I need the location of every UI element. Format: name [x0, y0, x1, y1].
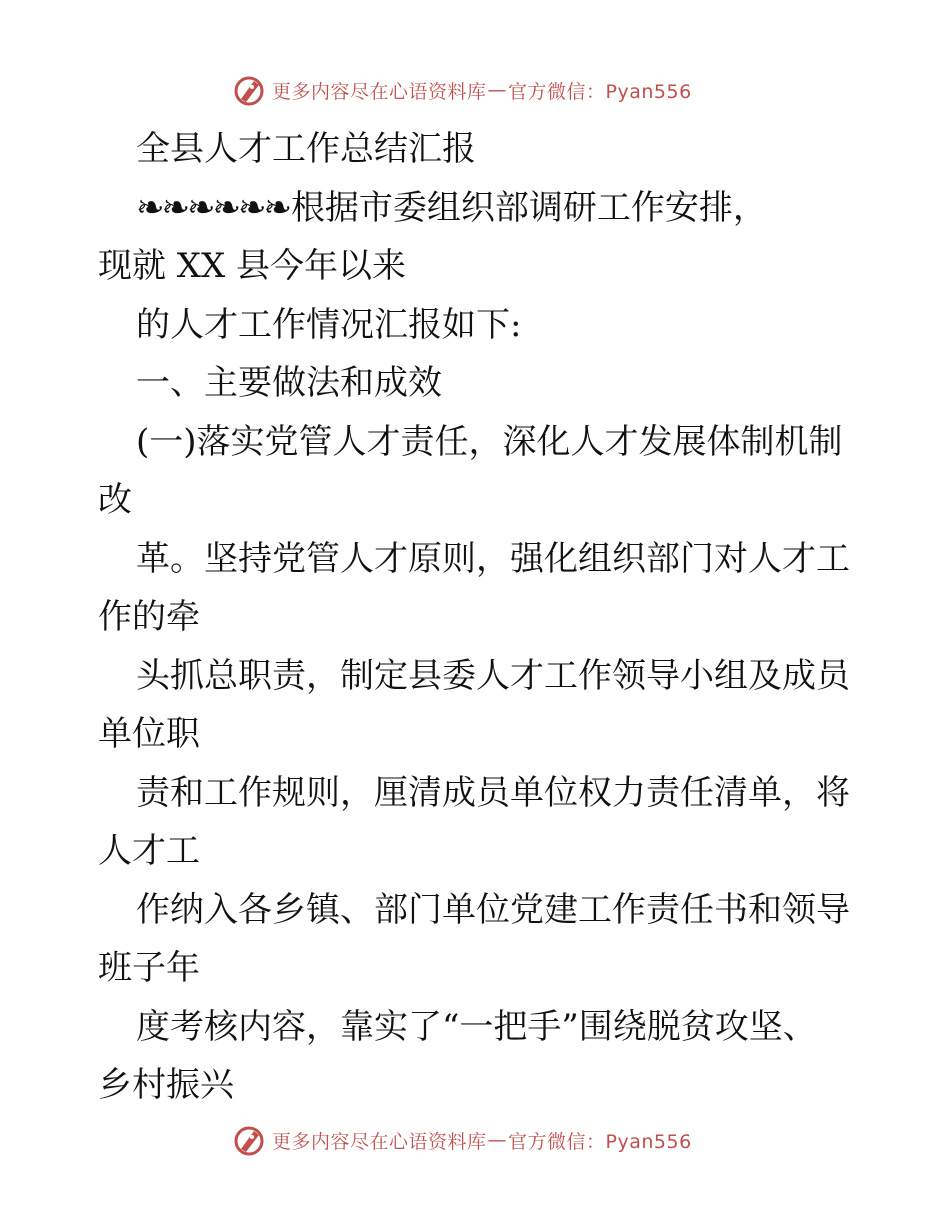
paragraph-line: 作的牵: [98, 597, 200, 637]
paragraph-line: 现就 XX 县今年以来: [98, 246, 407, 286]
watermark-brand: 更多内容尽在心语资料库: [272, 80, 487, 103]
pen-nib-circle-logo-icon: [232, 1123, 266, 1157]
paragraph-line: 改: [98, 480, 132, 520]
header-watermark: [232, 72, 692, 108]
document-body: [98, 120, 858, 1115]
paragraph-line: 革。坚持党管人才原则，强化组织部门对人才工: [136, 538, 850, 579]
paragraph-line: 乡村振兴: [98, 1065, 234, 1105]
paragraph-line: [98, 179, 858, 238]
document-title: 全县人才工作总结汇报: [136, 129, 476, 169]
paragraph-line: 的人才工作情况汇报如下:: [136, 304, 522, 345]
paragraph-line: 人才工: [98, 831, 200, 871]
decorative-ornament-icon: ❧❧❧❧❧❧: [136, 187, 289, 228]
paragraph-line: 单位职: [98, 714, 200, 754]
subsection-heading: (一)落实党管人才责任，深化人才发展体制机制: [136, 421, 843, 462]
paragraph-line: 班子年: [98, 948, 200, 988]
watermark-separator: —: [487, 79, 508, 101]
watermark-contact: 官方微信：Pyan556: [508, 80, 692, 103]
paragraph-line: 度考核内容，靠实了“一把手”围绕脱贫攻坚、: [136, 1006, 817, 1047]
paragraph-line: 责和工作规则，厘清成员单位权力责任清单，将: [136, 772, 850, 813]
footer-watermark: [232, 1122, 692, 1158]
pen-nib-circle-logo-icon: [232, 73, 266, 107]
paragraph-line: 头抓总职责，制定县委人才工作领导小组及成员: [136, 655, 850, 696]
watermark-brand: 更多内容尽在心语资料库: [272, 1130, 487, 1153]
watermark-separator: —: [487, 1129, 508, 1151]
paragraph-text: 根据市委组织部调研工作安排，: [290, 187, 767, 228]
paragraph-line: 作纳入各乡镇、部门单位党建工作责任书和领导: [136, 889, 850, 930]
section-heading: 一、主要做法和成效: [136, 363, 442, 403]
watermark-contact: 官方微信：Pyan556: [508, 1130, 692, 1153]
